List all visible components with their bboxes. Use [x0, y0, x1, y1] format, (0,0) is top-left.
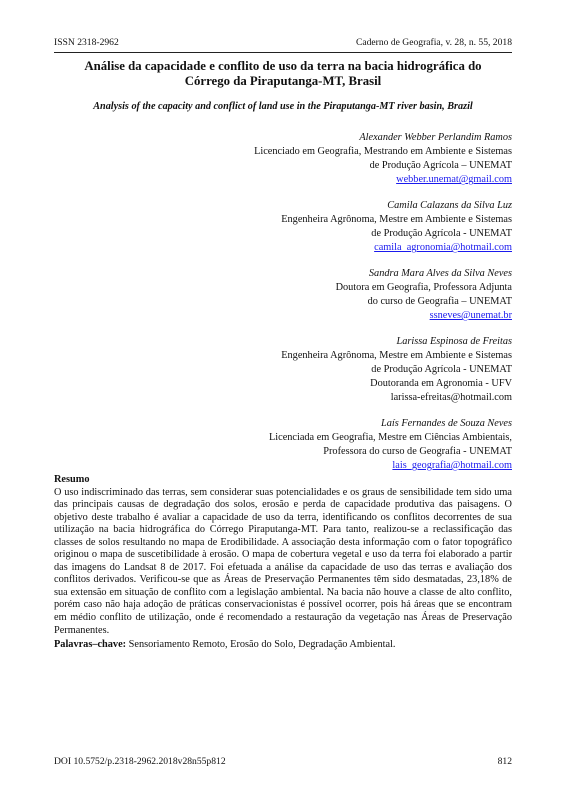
author-block	[254, 335, 512, 405]
keywords-label: Palavras–chave:	[54, 639, 127, 650]
author-list	[254, 131, 512, 484]
author-affiliation: de Produção Agrícola - UNEMAT	[371, 228, 512, 240]
author-email-link[interactable]: ssneves@unemat.br	[429, 310, 512, 322]
abstract-text: O uso indiscriminado das terras, sem considerar suas potencialidades e os graus de sensibilidade tem sido uma das principais causas de degradação dos solos, erosão e perda de capacidade produtiva das paisagens. O objetivo deste trabalho é avaliar a capacidade de uso da terra, identificando os conflitos decorrentes de sua utilização na bacia hidrográfica do Córrego Piraputanga-MT. Para tanto, realizou-se a reclassificação das classes de solos resultando no mapa de Erodibilidade. A associação desta informação com o fator topográfico originou o mapa de suscetibilidade à erosão. O mapa de cobertura vegetal e uso da terra foi elaborado a partir das imagens do Landsat 8 de 2017. Foi efetuada a análise da capacidade de uso das terras e avaliação dos conflitos derivados. Verificou-se que as Áreas de Preservação Permanentes têm sido desmatadas, 23,18% de sua extensão em situação de conflito com a legislação ambiental. Na bacia não houve a classe de alto conflito, porém caso não haja adoção de práticas conservacionistas é possível ocorrer, pois há áreas que se encontram em médio conflito de utilização, onde é recomendado a restauração da vegetação nas Áreas de Preservação Permanentes.	[54, 486, 512, 636]
author-email-link[interactable]: lais_geografia@hotmail.com	[392, 459, 512, 471]
author-affiliation: Doutoranda em Agronomia - UFV	[370, 377, 512, 389]
author-name: Alexander Webber Perlandim Ramos	[359, 132, 512, 143]
abstract-heading: Resumo	[54, 474, 90, 485]
author-affiliation: Professora do curso de Geografia - UNEMAT	[323, 445, 512, 457]
doi: DOI 10.5752/p.2318-2962.2018v28n55p812	[54, 756, 226, 767]
author-affiliation: Doutora em Geografia, Professora Adjunta	[335, 281, 512, 293]
author-affiliation: Licenciado em Geografia, Mestrando em Ambiente e Sistemas	[254, 146, 512, 158]
author-block	[254, 199, 512, 255]
author-name: Larissa Espinosa de Freitas	[396, 335, 512, 347]
page-footer	[54, 756, 512, 767]
author-affiliation: Engenheira Agrônoma, Mestre em Ambiente e Sistemas	[281, 349, 512, 361]
author-block	[254, 417, 512, 473]
keywords-text: Sensoriamento Remoto, Erosão do Solo, Degradação Ambiental.	[128, 639, 396, 650]
abstract-section	[54, 474, 512, 637]
author-affiliation: de Produção Agrícola – UNEMAT	[369, 160, 512, 172]
author-email-link[interactable]: camila_agronomia@hotmail.com	[374, 242, 512, 254]
author-email-link[interactable]: webber.unemat@gmail.com	[396, 174, 512, 186]
author-email: larissa-efreitas@hotmail.com	[390, 392, 512, 403]
author-name: Laís Fernandes de Souza Neves	[381, 417, 512, 429]
author-name: Sandra Mara Alves da Silva Neves	[368, 267, 512, 279]
author-affiliation: de Produção Agrícola - UNEMAT	[371, 363, 512, 375]
paper-title: Análise da capacidade e conflito de uso da terra na bacia hidrográfica do Córrego da Piraputanga-MT, Brasil	[84, 59, 482, 88]
english-title: Analysis of the capacity and conflict of land use in the Piraputanga-MT river basin, Brazil	[93, 101, 473, 112]
header-divider	[54, 52, 512, 53]
author-block	[254, 131, 512, 187]
author-affiliation: Engenheira Agrônoma, Mestre em Ambiente e Sistemas	[281, 213, 512, 225]
author-block	[254, 267, 512, 323]
journal-citation: Caderno de Geografia, v. 28, n. 55, 2018	[355, 37, 512, 48]
author-affiliation: do curso de Geografia – UNEMAT	[367, 295, 512, 307]
page-number: 812	[497, 756, 512, 767]
keywords	[54, 639, 512, 650]
running-header	[54, 37, 512, 51]
author-affiliation: Licenciada em Geografia, Mestre em Ciências Ambientais,	[268, 431, 512, 443]
author-name: Camila Calazans da Silva Luz	[387, 199, 512, 211]
issn: ISSN 2318-2962	[54, 37, 119, 48]
